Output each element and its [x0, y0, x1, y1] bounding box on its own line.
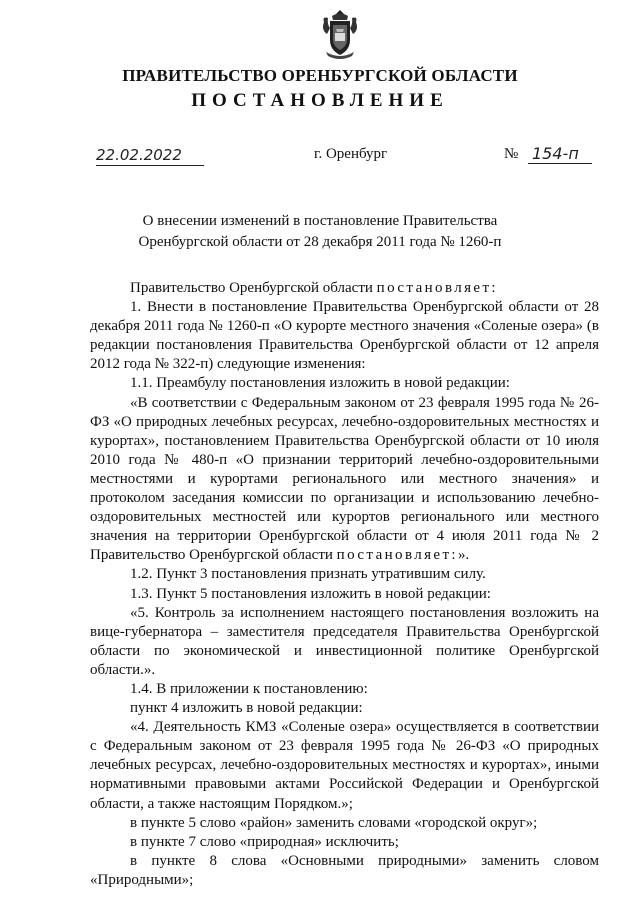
document-type: ПОСТАНОВЛЕНИЕ — [191, 90, 449, 111]
item-4-instruction: пункт 4 изложить в новой редакции: — [130, 700, 363, 717]
document-subject — [0, 211, 640, 253]
document-date: 22.02.2022 — [96, 146, 204, 166]
quote-preamble-text: «В соответствии с Федеральным законом от 23 февраля 1995 года № 26-ФЗ «О природных лечебных ресурсах, лечебно-оздоровительных местностях и курортах», постановлением Правительства Оренбургской области от 10 июля 2010 года № 480-п «О признании территорий лечебно-оздоровительными местностями и курортами регионального или местного значения» и протоколом заседания комиссии по организации и использованию лечебно-оздоровительных местностей или курортов регионального или местного значения на территории Оренбургской области от 4 июля 2011 года № 2 Правительство Оренбургской области — [90, 394, 599, 564]
paragraph-1: 1. Внести в постановление Правительства Оренбургской области от 28 декабря 2011 года № 1260-п «О курорте местного значения «Соленые озера» (в редакции постановления Правительства Оренбургской области от 12 апреля 2012 года № 322-п) следующие изменения: — [90, 299, 599, 373]
paragraph-1-3: 1.3. Пункт 5 постановления изложить в новой редакции: — [130, 585, 491, 602]
paragraph-1-4: 1.4. В приложении к постановлению: — [130, 680, 368, 697]
organization-title: ПРАВИТЕЛЬСТВО ОРЕНБУРГСКОЙ ОБЛАСТИ — [122, 66, 518, 85]
item-7-instruction: в пункте 7 слово «природная» исключить; — [130, 833, 399, 850]
body-intro — [90, 279, 599, 298]
quote-preamble — [90, 394, 599, 566]
quote-preamble-end: ». — [458, 547, 470, 564]
subject-line-2: Оренбургской области от 28 декабря 2011 года № 1260-п — [138, 234, 502, 250]
intro-text: Правительство Оренбургской области — [130, 280, 377, 296]
paragraph-1-1: 1.1. Преамбулу постановления изложить в новой редакции: — [130, 375, 510, 392]
paragraph-1-2: 1.2. Пункт 3 постановления признать утратившим силу. — [130, 566, 486, 583]
quote-item-4: «4. Деятельность КМЗ «Соленые озера» осуществляется в соответствии с Федеральным законом от 23 февраля 1995 года № 26-ФЗ «О природных лечебных ресурсах, лечебно-оздоровительных местностях и курортах», иными нормативными правовыми актами Российской Федерации и Оренбургской области, а также настоящим Порядком.»; — [90, 719, 599, 812]
intro-spaced-verb: постановляет: — [376, 280, 499, 296]
document-city: г. Оренбург — [314, 146, 388, 162]
document-body — [90, 279, 599, 890]
item-8-instruction: в пункте 8 слова «Основными природными» заменить словом «Природными»; — [90, 852, 599, 888]
item-5-instruction: в пункте 5 слово «район» заменить словами «городской округ»; — [130, 814, 538, 831]
document-number: 154-п — [528, 144, 592, 164]
coat-of-arms-emblem — [318, 8, 362, 60]
quote-item-5: «5. Контроль за исполнением настоящего постановления возложить на вице-губернатора – заместителя председателя Правительства Оренбургской области по экономической и инвестиционной политике Оренбургской области.». — [90, 604, 599, 678]
document-number-label: № — [504, 146, 519, 162]
quote-preamble-spaced-verb: постановляет: — [336, 547, 459, 564]
subject-line-1: О внесении изменений в постановление Правительства — [142, 213, 498, 229]
